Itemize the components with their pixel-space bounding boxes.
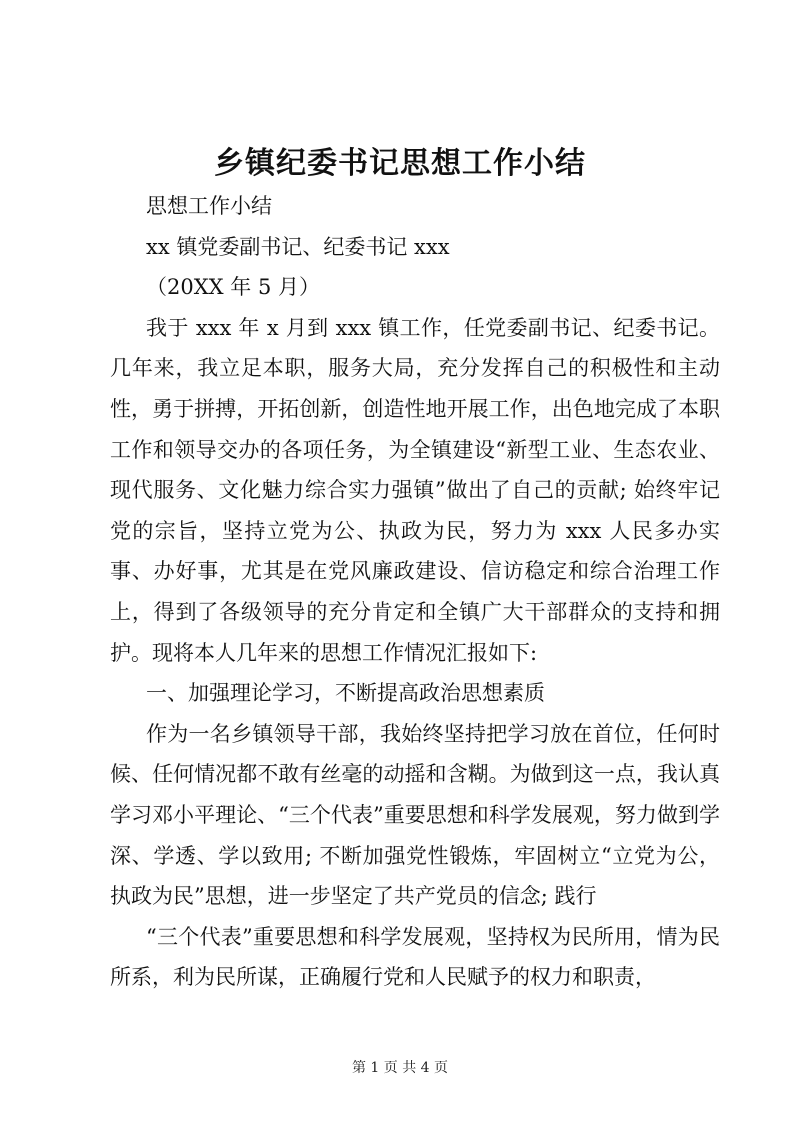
- paragraph-intro: 我于 xxx 年 x 月到 xxx 镇工作，任党委副书记、纪委书记。几年来，我立足本职，服务大局，充分发挥自己的积极性和主动性，勇于拼搏，开拓创新，创造性地开展工作，出色地完成了本职工作和领导交办的各项任务，为全镇建设“新型工业、生态农业、现代服务、文化魅力综合实力强镇”做出了自己的贡献; 始终牢记党的宗旨，坚持立党为公、执政为民，努力为 xxx 人民多办实事、办好事，尤其是在党风廉政建设、信访稳定和综合治理工作上，得到了各级领导的充分肯定和全镇广大干部群众的支持和拥护。现将本人几年来的思想工作情况汇报如下:: [110, 315, 720, 665]
- author-line: xx 镇党委副书记、纪委书记 xxx: [146, 234, 450, 259]
- section-heading: 一、加强理论学习，不断提高政治思想素质: [146, 681, 545, 706]
- page-footer: 第 1 页 共 4 页: [351, 1060, 449, 1076]
- paragraph-continued: “三个代表”重要思想和科学发展观，坚持权为民所用，情为民所系，利为民所谋，正确履行党和人民赋予的权力和职责，: [110, 924, 720, 990]
- subtitle-line: 思想工作小结: [146, 194, 272, 218]
- date-line: （20XX 年 5 月）: [146, 275, 321, 300]
- paragraph-study: 作为一名乡镇领导干部，我始终坚持把学习放在首位，任何时候、任何情况都不敢有丝毫的动摇和含糊。为做到这一点，我认真学习邓小平理论、“三个代表”重要思想和科学发展观，努力做到学深、学透、学以致用; 不断加强党性锻炼，牢固树立“立党为公，执政为民”思想，进一步坚定了共产党员的信念; 践行: [110, 721, 720, 909]
- document-body: [110, 186, 720, 998]
- document-title: 乡镇纪委书记思想工作小结: [214, 146, 586, 181]
